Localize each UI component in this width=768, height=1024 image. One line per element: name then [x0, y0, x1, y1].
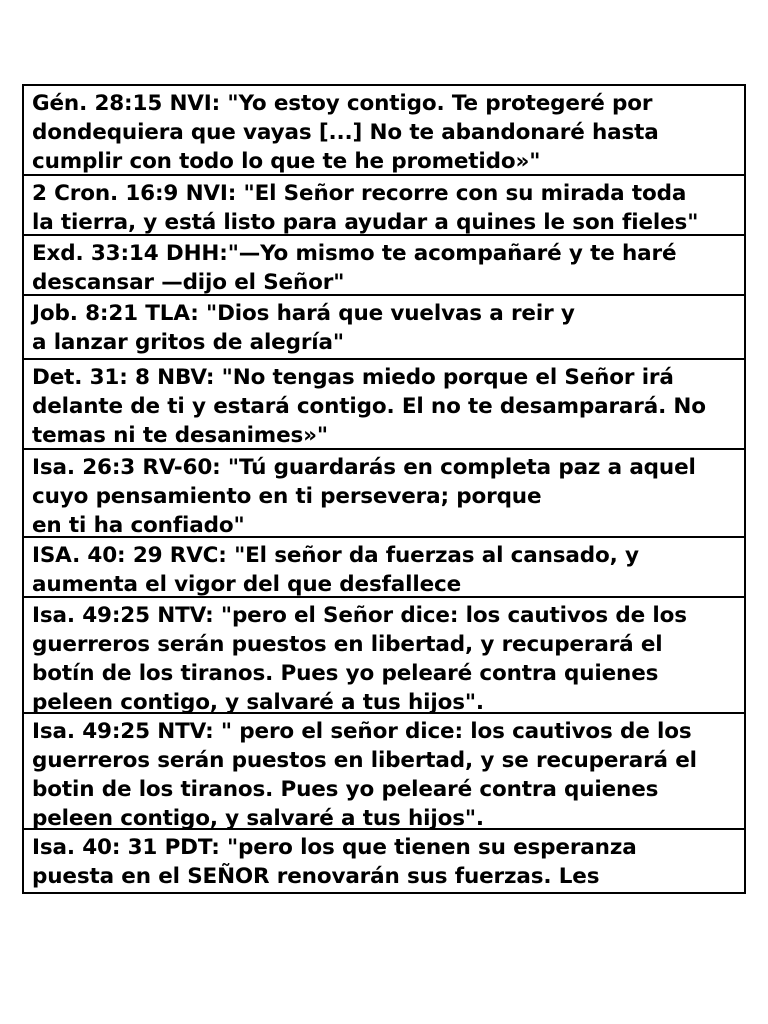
verse-line: Det. 31: 8 NBV: "No tengas miedo porque el Señor irá: [32, 365, 674, 390]
verse-line: delante de ti y estará contigo. El no te desamparará. No: [32, 394, 706, 419]
verse-box-det-31-8: [22, 358, 746, 450]
verse-line: Exd. 33:14 DHH:"—Yo mismo te acompañaré y te haré: [32, 241, 677, 266]
verse-line: ISA. 40: 29 RVC: "El señor da fuerzas al cansado, y: [32, 543, 639, 568]
verse-line: botín de los tiranos. Pues yo pelearé contra quienes: [32, 661, 659, 686]
verse-line: Job. 8:21 TLA: "Dios hará que vuelvas a reir y: [32, 301, 575, 326]
verse-line: botin de los tiranos. Pues yo pelearé contra quienes: [32, 777, 659, 802]
verse-box-2-cron-16-9: [22, 174, 746, 236]
verse-line: dondequiera que vayas [...] No te abandonaré hasta: [32, 120, 659, 145]
verse-line: peleen contigo, y salvaré a tus hijos".: [32, 690, 484, 714]
verse-line: Isa. 26:3 RV-60: "Tú guardarás en completa paz a aquel: [32, 455, 696, 480]
verse-box-isa-49-25-a: [22, 596, 746, 714]
verse-box-isa-26-3: [22, 448, 746, 538]
verse-line: la tierra, y está listo para ayudar a quines le son fieles": [32, 210, 699, 235]
verse-box-gen-28-15: [22, 84, 746, 176]
verse-line: temas ni te desanimes»": [32, 423, 328, 448]
verse-line: puesta en el SEÑOR renovarán sus fuerzas. Les: [32, 864, 600, 889]
verse-line: 2 Cron. 16:9 NVI: "El Señor recorre con su mirada toda: [32, 181, 687, 206]
verse-line: Isa. 49:25 NTV: " pero el señor dice: los cautivos de los: [32, 719, 692, 744]
verse-table: [22, 86, 746, 894]
verse-box-exd-33-14: [22, 234, 746, 296]
verse-line: Isa. 49:25 NTV: "pero el Señor dice: los cautivos de los: [32, 603, 687, 628]
verse-line: guerreros serán puestos en libertad, y recuperará el: [32, 632, 663, 657]
verse-box-isa-49-25-b: [22, 712, 746, 830]
verse-line: guerreros serán puestos en libertad, y se recuperará el: [32, 748, 697, 773]
verse-line: cumplir con todo lo que te he prometido»": [32, 149, 541, 174]
verse-line: Isa. 40: 31 PDT: "pero los que tienen su esperanza: [32, 835, 637, 860]
verse-line: aumenta el vigor del que desfallece: [32, 572, 462, 597]
verse-line: Gén. 28:15 NVI: "Yo estoy contigo. Te protegeré por: [32, 91, 653, 116]
verse-box-isa-40-29: [22, 536, 746, 598]
verse-line: a lanzar gritos de alegría": [32, 330, 344, 355]
verse-box-isa-40-31: [22, 828, 746, 894]
verse-line: descansar —dijo el Señor": [32, 270, 345, 295]
verse-box-job-8-21: [22, 294, 746, 360]
verse-line: cuyo pensamiento en ti persevera; porque: [32, 484, 542, 509]
verse-line: peleen contigo, y salvaré a tus hijos".: [32, 806, 484, 830]
verse-line: en ti ha confiado": [32, 513, 245, 538]
